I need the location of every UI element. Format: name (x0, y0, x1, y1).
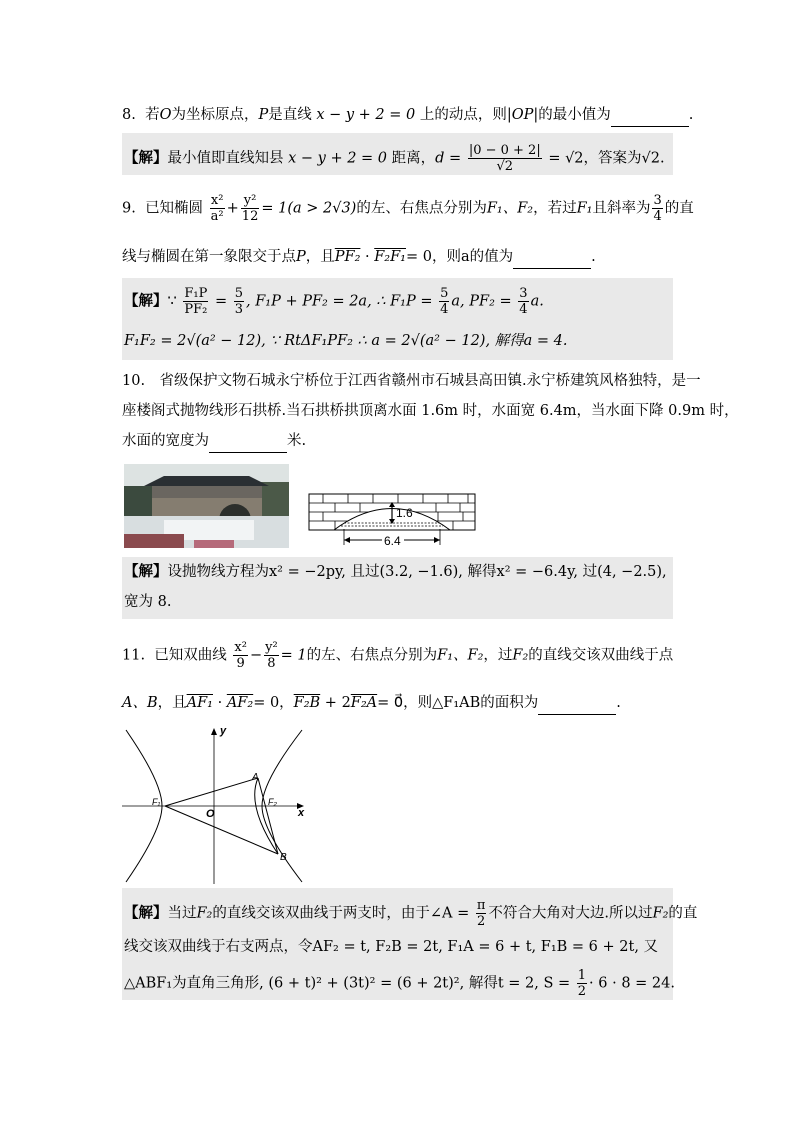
answer-blank (209, 430, 287, 453)
q10-text: 水面的宽度为 (122, 433, 209, 449)
answer-blank (611, 104, 689, 127)
s8-fraction (468, 143, 542, 174)
q11-vector-f2b: F₂B (293, 695, 321, 711)
s9-n1: F₁P (184, 286, 208, 301)
q11-text: 的左、右焦点分别为 (306, 647, 438, 664)
s11-line3: △ABF₁为直角三角形, (6 + t)² + (3t)² = (6 + 2t)², 解得t = 2, S = (124, 975, 571, 992)
q8-var-p: P (258, 107, 269, 123)
s9-frac-3 (439, 286, 449, 317)
question-9-line2 (122, 246, 596, 269)
solution-10 (122, 557, 673, 619)
q8-op: |OP| (506, 107, 539, 123)
q8-text: 是直线 (268, 107, 312, 123)
s8-text: 距离， (391, 150, 436, 167)
q9-text: ，则a的值为 (431, 249, 514, 265)
s11-text: 的直线交该双曲线于两支时，由于∠A = (212, 905, 470, 922)
s11-line3-end: · 6 · 8 = 24. (589, 975, 675, 992)
q11-frac-y (264, 640, 279, 671)
solution-tag: 【解】 (124, 563, 168, 580)
q11-frac-x (233, 640, 248, 671)
q9-vector-f2f1: F₂F₁ (374, 249, 406, 265)
q8-text: 的最小值为 (538, 107, 611, 123)
focus-f2-label: F₂ (268, 797, 277, 807)
q11-text: = 0⃗ (377, 695, 404, 711)
s9-because: ∵ (167, 293, 177, 310)
s8-frac-den: √2 (496, 159, 514, 174)
q11-text: + 2 (320, 695, 351, 711)
q11-f2: F₂ (512, 647, 529, 664)
q11-d2: 8 (267, 656, 276, 671)
s9-frac-2 (234, 286, 244, 317)
q8-var-o: O (159, 107, 172, 123)
question-9 (122, 193, 694, 224)
question-10-line2: 座楼阁式抛物线形石拱桥.当石拱桥拱顶离水面 1.6m 时，水面宽 6.4m，当水面下降 0.9m 时， (122, 403, 739, 419)
s10-line2: 宽为 8. (124, 594, 172, 610)
q9-n1: x² (210, 193, 224, 208)
q11-vector-af1: AF₁ (186, 695, 213, 711)
height-label: 1.6 (396, 506, 413, 520)
q11-d1: 9 (236, 656, 245, 671)
s11-text: 不符合大角对大边.所以过 (488, 905, 653, 922)
q11-vector-f2a: F₂A (350, 695, 378, 711)
solution-tag: 【解】 (124, 292, 168, 310)
q9-d2: 12 (241, 209, 259, 224)
s11-frac-pi (476, 898, 487, 929)
s9-d3: 4 (440, 302, 449, 317)
q10-text: 米. (287, 433, 307, 449)
q8-end: . (688, 107, 694, 123)
q9-text: 的直 (664, 200, 694, 217)
q8-number: 8. (122, 107, 136, 123)
bridge-diagram (308, 493, 478, 549)
s11-n2: 1 (577, 968, 587, 983)
q11-dot: · (213, 695, 227, 711)
answer-blank (513, 246, 591, 269)
q11-text: ，则△F₁AB的面积为 (403, 695, 539, 711)
s9-n2: 5 (234, 286, 243, 301)
s8-equation: x − y + 2 = 0 (288, 150, 388, 167)
point-a-label: A (252, 772, 259, 783)
s11-line2: 线交该双曲线于右支两点，令AF₂ = t, F₂B = 2t, F₁A = 6 + t, F₁B = 6 + 2t, 又 (124, 939, 659, 955)
hyperbola-diagram (122, 722, 312, 887)
q8-equation: x − y + 2 = 0 (316, 107, 416, 123)
s9-frac-1 (183, 286, 208, 317)
q9-vector-pf2: PF₂ (334, 249, 361, 265)
q11-text: ，过 (483, 647, 513, 664)
q11-text: 的直线交该双曲线于点 (528, 647, 674, 664)
solution-tag: 【解】 (124, 904, 168, 922)
x-axis-label: x (298, 807, 305, 819)
s8-d: d = (435, 150, 462, 167)
solution-8 (122, 133, 673, 175)
question-8 (122, 104, 693, 127)
s11-f2: F₂ (652, 905, 669, 922)
q11-eq: = 1 (280, 647, 307, 664)
q8-text: 上的动点，则 (419, 107, 507, 123)
s9-n3: 5 (440, 286, 449, 301)
q11-text: = 0， (253, 695, 294, 711)
q9-f1: F₁ (576, 200, 593, 217)
q11-n2: y² (265, 640, 278, 655)
q9-n3: 3 (653, 193, 662, 208)
q9-end: . (591, 249, 596, 265)
q9-text: 已知椭圆 (145, 200, 204, 217)
q11-n1: x² (234, 640, 247, 655)
question-10-line3 (122, 430, 306, 453)
s9-d1: PF₂ (184, 302, 208, 317)
s8-frac-num: |0 − 0 + 2| (468, 143, 541, 158)
q11-text: ，且 (157, 695, 187, 711)
q9-text: ，且 (305, 249, 335, 265)
solution-9 (122, 278, 673, 360)
q11-vector-af2: AF₂ (226, 695, 254, 711)
q9-plus: + (226, 200, 239, 217)
s11-text: 当过 (167, 905, 197, 922)
q9-frac-y (241, 193, 260, 224)
s8-text: 最小值即直线知县 (167, 150, 284, 167)
question-11 (122, 640, 673, 671)
solution-tag: 【解】 (124, 149, 168, 167)
s11-d2: 2 (577, 984, 587, 999)
q9-text: = 0 (405, 249, 432, 265)
s9-text: a, PF₂ = (451, 293, 512, 310)
q9-text: 且斜率为 (592, 200, 651, 217)
s9-d4: 4 (519, 302, 528, 317)
point-b-label: B (280, 852, 287, 863)
q9-n2: y² (241, 193, 260, 209)
s9-frac-4 (518, 286, 528, 317)
q11-end: . (616, 695, 621, 711)
q9-text: ，若过 (533, 200, 577, 217)
q11-foci: F₁、F₂ (437, 647, 484, 664)
s10-line1: 设抛物线方程为x² = −2py, 且过(3.2, −1.6), 解得x² = −6.4y, 过(4, −2.5), (167, 564, 667, 580)
question-11-line2 (122, 692, 621, 715)
origin-label: O (206, 808, 215, 820)
focus-f1-label: F₁ (152, 797, 161, 807)
q9-d1: a² (210, 209, 224, 224)
s11-n: π (476, 898, 486, 913)
q9-p: P (296, 249, 306, 265)
q9-d3: 4 (653, 209, 662, 224)
s9-line2: F₁F₂ = 2√(a² − 12), ∵ RtΔF₁PF₂ ∴ a = 2√(a² − 12), 解得a = 4. (124, 333, 568, 349)
s11-f2: F₂ (196, 905, 213, 922)
bridge-photo (124, 464, 289, 548)
q11-points: A、B (122, 695, 158, 711)
q9-slope (652, 193, 662, 224)
s9-n4: 3 (519, 286, 528, 301)
s9-text: a. (530, 293, 544, 310)
q9-text: 的左、右焦点分别为 (356, 200, 487, 217)
q8-text: 为坐标原点， (171, 107, 259, 123)
s11-frac-half (577, 968, 587, 999)
q9-foci: F₁、F₂ (486, 200, 534, 217)
q9-dot: · (360, 249, 375, 265)
answer-blank (538, 692, 616, 715)
q9-number: 9. (122, 200, 136, 217)
q11-minus: − (249, 647, 263, 664)
s9-text: , F₁P + PF₂ = 2a, ∴ F₁P = (245, 293, 433, 310)
question-10-line1: 10. 省级保护文物石城永宁桥位于江西省赣州市石城县高田镇.永宁桥建筑风格独特，是一 (122, 373, 701, 389)
s11-d: 2 (477, 914, 486, 929)
width-label: 6.4 (384, 534, 401, 548)
q9-text: 线与椭圆在第一象限交于点 (122, 249, 296, 265)
solution-11 (122, 888, 698, 1000)
s9-text: = (214, 293, 228, 310)
q11-number: 11. (122, 647, 146, 664)
s9-d2: 3 (234, 302, 243, 317)
s8-text: = √2，答案为√2. (548, 150, 665, 167)
q11-text: 已知双曲线 (154, 647, 227, 664)
y-axis-label: y (220, 725, 227, 737)
q9-condition: = 1(a > 2√3) (261, 200, 357, 217)
s11-text: 的直 (668, 905, 698, 922)
q8-text: 若 (145, 107, 160, 123)
q9-frac-x (210, 193, 225, 224)
